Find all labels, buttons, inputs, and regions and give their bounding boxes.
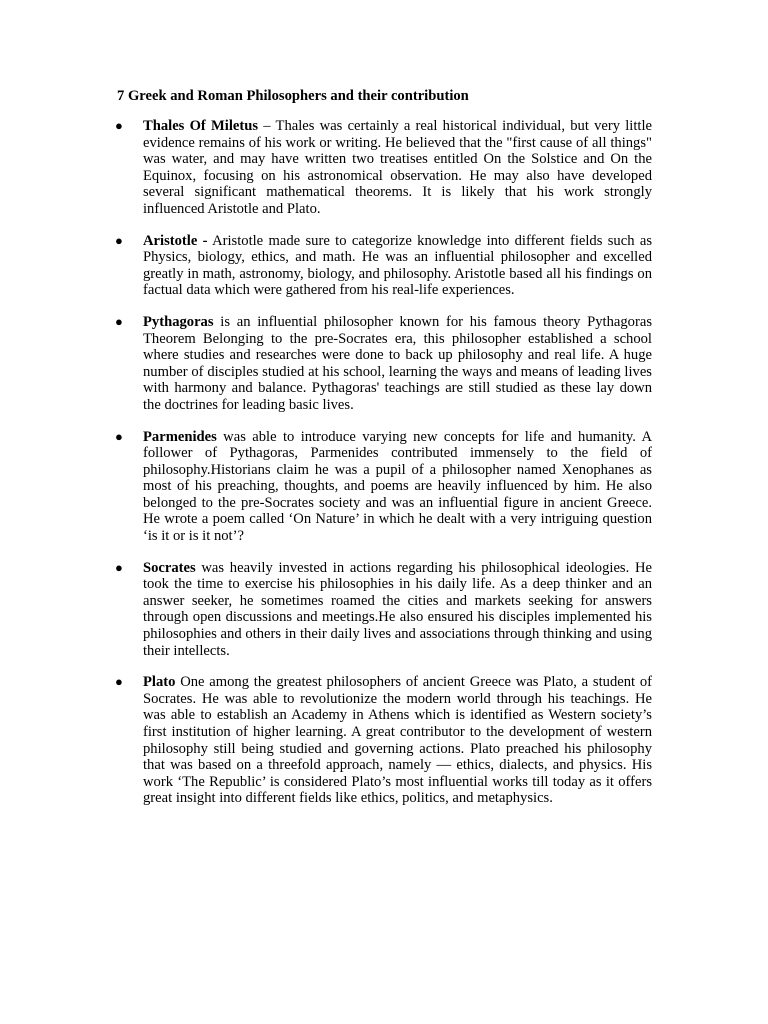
list-item-socrates	[117, 560, 652, 660]
list-item-plato	[117, 674, 652, 807]
list-item-pythagoras	[117, 314, 652, 414]
philosopher-list	[117, 118, 652, 807]
philosopher-description: was able to introduce varying new concepts for life and humanity. A follower of Pythagoras, Parmenides contributed immensely to the field of philosophy.Historians claim he was a pupil of a philosopher named Xenophanes as most of his preaching, thoughts, and poems are heavily influenced by him. He also belonged to the pre-Socrates society and was an influential figure in ancient Greece. He wrote a poem called ‘On Nature’ in which he dealt with a very intriguing question ‘is it or is it not’?	[143, 428, 652, 545]
philosopher-name: Plato	[143, 674, 176, 691]
list-item-parmenides	[117, 429, 652, 545]
list-item-thales	[117, 118, 652, 218]
philosopher-name: Pythagoras	[143, 313, 214, 330]
philosopher-description: – Thales was certainly a real historical individual, but very little evidence remains of his work or writing. He believed that the "first cause of all things" was water, and may have written two treatises entitled On the Solstice and On the Equinox, focusing on his astronomical observation. He may also have developed several significant mathematical theorems. It is likely that his work strongly influenced Aristotle and Plato.	[143, 118, 653, 217]
philosopher-description: Aristotle made sure to categorize knowledge into different fields such as Physics, biology, ethics, and math. He was an influential philosopher and excelled greatly in math, astronomy, biology, and philosophy. Aristotle based all his findings on factual data which were gathered from his real-life experiences.	[143, 232, 653, 299]
bullet-icon: ●	[115, 232, 123, 248]
document-page	[117, 88, 652, 822]
philosopher-name: Socrates	[143, 559, 196, 576]
bullet-icon: ●	[115, 559, 123, 575]
bullet-icon: ●	[115, 118, 123, 133]
philosopher-name: Parmenides	[143, 428, 217, 445]
philosopher-description: is an influential philosopher known for his famous theory Pythagoras Theorem Belonging to the pre-Socrates era, this philosopher established a school where studies and researches were done to back up philosophy and real life. A huge number of disciples studied at his school, learning the ways and means of leading lives with harmony and balance. Pythagoras' teachings are still studied as these lay down the doctrines for leading basic lives.	[143, 313, 652, 413]
philosopher-description: was heavily invested in actions regarding his philosophical ideologies. He took the time to exercise his philosophies in his daily life. As a deep thinker and an answer seeker, he sometimes roamed the cities and markets seeking for answers through open discussions and meetings.He also ensured his disciples implemented his philosophies and others in their daily lives and associations through thinking and using their intellects.	[143, 559, 652, 659]
bullet-icon: ●	[115, 428, 123, 444]
list-item-aristotle	[117, 233, 652, 299]
document-title: 7 Greek and Roman Philosophers and their contribution	[117, 88, 469, 104]
bullet-icon: ●	[115, 313, 123, 329]
philosopher-name: Aristotle -	[143, 232, 208, 249]
philosopher-name: Thales Of Miletus	[143, 118, 259, 134]
philosopher-description: One among the greatest philosophers of ancient Greece was Plato, a student of Socrates. He was able to revolutionize the modern world through his teachings. He was able to establish an Academy in Athens which is identified as Western society’s first institution of higher learning. A great contributor to the development of western philosophy still being studied and governing actions. Plato preached his philosophy that was based on a threefold approach, namely — ethics, dialects, and physics. His work ‘The Republic’ is considered Plato’s most influential works till today as it offers great insight into different fields like ethics, politics, and metaphysics.	[143, 674, 652, 807]
bullet-icon: ●	[115, 674, 123, 690]
